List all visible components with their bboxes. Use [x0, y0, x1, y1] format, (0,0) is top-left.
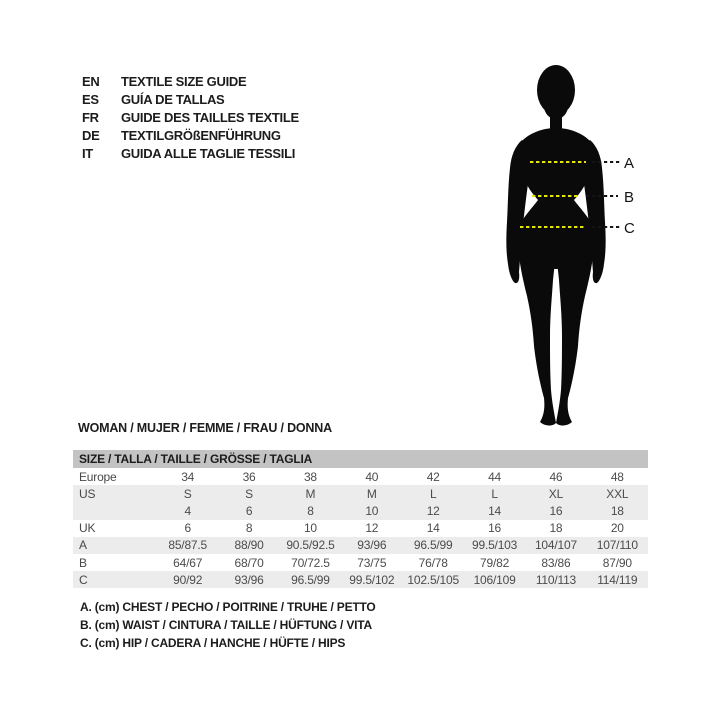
size-value: 106/109: [473, 572, 516, 587]
size-value: 6: [184, 521, 191, 536]
waist-line-label: B: [624, 189, 635, 206]
size-value: 76/78: [418, 555, 448, 570]
note-waist: B. (cm) WAIST / CINTURA / TAILLE / HÜFTUNG / VITA: [80, 618, 372, 632]
size-value: 12: [426, 503, 440, 518]
language-code: IT: [82, 146, 93, 162]
size-value: 107/110: [596, 538, 638, 553]
size-value: 10: [365, 503, 379, 518]
size-value: XL: [548, 486, 564, 501]
language-title: GUÍA DE TALLAS: [121, 91, 225, 107]
table-row: [73, 520, 648, 537]
language-title: GUIDE DES TAILLES TEXTILE: [121, 109, 299, 125]
row-label: US: [79, 486, 96, 501]
size-value: 73/75: [357, 555, 387, 570]
size-value: 88/90: [234, 538, 264, 553]
size-value: 102.5/105: [407, 572, 459, 587]
size-value: 44: [488, 469, 502, 484]
size-value: 14: [488, 503, 502, 518]
size-value: 42: [426, 469, 440, 484]
size-value: 6: [245, 503, 253, 518]
table-row: [73, 485, 648, 502]
language-code: DE: [82, 128, 100, 144]
size-value: 90/92: [173, 572, 203, 587]
size-value: 4: [184, 503, 191, 518]
size-value: 40: [365, 469, 379, 484]
note-chest: A. (cm) CHEST / PECHO / POITRINE / TRUHE / PETTO: [80, 600, 376, 614]
table-row: [73, 571, 648, 588]
size-value: 104/107: [534, 538, 577, 553]
size-value: 68/70: [234, 555, 264, 570]
size-value: 12: [365, 521, 379, 536]
woman-silhouette: [506, 65, 605, 426]
size-value: 64/67: [173, 555, 203, 570]
table-row: [73, 554, 648, 571]
language-title: TEXTILE SIZE GUIDE: [121, 73, 247, 89]
size-value: L: [491, 486, 498, 501]
language-title: TEXTILGRÖßENFÜHRUNG: [121, 128, 281, 144]
size-value: 36: [242, 469, 256, 484]
row-label: Europe: [79, 469, 117, 484]
size-value: 110/113: [535, 572, 577, 587]
size-value: 46: [549, 469, 563, 484]
size-value: 34: [181, 469, 195, 484]
language-title-list: [82, 72, 299, 163]
note-hip: C. (cm) HIP / CADERA / HANCHE / HÜFTE / HIPS: [80, 636, 346, 650]
size-value: 16: [549, 503, 563, 518]
language-row: [82, 90, 299, 108]
size-value: 96.5/99: [291, 572, 330, 587]
row-label: C: [79, 572, 88, 587]
size-value: 87/90: [602, 555, 632, 570]
language-row: [82, 127, 299, 145]
size-value: M: [366, 486, 377, 501]
language-row: [82, 145, 299, 163]
size-value: XXL: [606, 486, 629, 501]
language-row: [82, 108, 299, 126]
hip-line-label: C: [624, 220, 635, 237]
table-row: [73, 502, 648, 519]
chest-line-label: A: [624, 155, 635, 172]
size-value: 85/87.5: [168, 538, 207, 553]
size-value: 99.5/102: [349, 572, 395, 587]
size-value: 38: [303, 469, 317, 484]
size-value: 8: [307, 503, 314, 518]
size-value: 14: [426, 521, 440, 536]
size-value: 90.5/92.5: [286, 538, 335, 553]
size-value: 96.5/99: [413, 538, 453, 553]
row-label: B: [79, 555, 87, 570]
size-value: 48: [610, 469, 624, 484]
row-label: A: [79, 538, 87, 553]
size-value: 83/86: [541, 555, 571, 570]
size-value: S: [183, 486, 192, 501]
size-value: 99.5/103: [472, 538, 518, 553]
size-value: 18: [549, 521, 563, 536]
size-table-body: [73, 468, 648, 588]
woman-silhouette-figure: [460, 40, 700, 440]
table-row: [73, 537, 648, 554]
size-value: 79/82: [480, 555, 510, 570]
size-value: 70/72.5: [291, 555, 330, 570]
size-value: 20: [610, 521, 624, 536]
language-code: EN: [82, 73, 100, 89]
language-code: ES: [82, 91, 99, 107]
size-table-header: SIZE / TALLA / TAILLE / GRÖSSE / TAGLIA: [73, 450, 648, 468]
row-label: UK: [79, 521, 96, 536]
size-value: 114/119: [597, 572, 638, 587]
size-value: 8: [245, 521, 253, 536]
size-value: 16: [488, 521, 502, 536]
size-value: 10: [303, 521, 317, 536]
measurement-notes: [80, 598, 376, 652]
size-value: L: [429, 486, 437, 501]
language-title: GUIDA ALLE TAGLIE TESSILI: [121, 146, 296, 162]
size-value: 18: [610, 503, 624, 518]
language-code: FR: [82, 109, 99, 125]
language-row: [82, 72, 299, 90]
table-row: [73, 468, 648, 485]
size-value: M: [305, 486, 316, 501]
section-title-woman: WOMAN / MUJER / FEMME / FRAU / DONNA: [78, 421, 332, 435]
size-value: S: [245, 486, 253, 501]
size-value: 93/96: [357, 538, 387, 553]
size-value: 93/96: [234, 572, 264, 587]
size-table: [73, 450, 648, 588]
